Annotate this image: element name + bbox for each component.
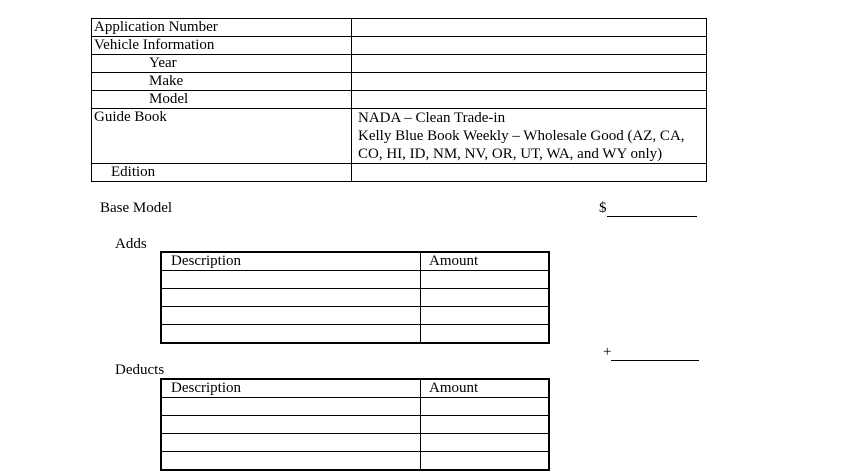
adds-label: Adds [115, 236, 147, 252]
make-label: Make [92, 73, 352, 91]
deducts-description-cell[interactable] [161, 434, 421, 452]
adds-description-header: Description [161, 252, 421, 271]
year-label: Year [92, 55, 352, 73]
deducts-header-row [161, 379, 549, 398]
make-field[interactable] [352, 73, 707, 91]
adds-amount-cell[interactable] [421, 289, 550, 307]
adds-amount-cell[interactable] [421, 271, 550, 289]
model-label: Model [92, 91, 352, 109]
deducts-description-header: Description [161, 379, 421, 398]
deducts-description-cell[interactable] [161, 416, 421, 434]
deducts-table [160, 378, 550, 471]
deducts-amount-cell[interactable] [421, 416, 550, 434]
adds-table [160, 251, 550, 344]
deducts-amount-cell[interactable] [421, 434, 550, 452]
application-number-field[interactable] [352, 19, 707, 37]
table-row [161, 452, 549, 471]
adds-amount-cell[interactable] [421, 307, 550, 325]
adds-amount-header: Amount [421, 252, 550, 271]
guide-book-label: Guide Book [92, 109, 352, 164]
deducts-amount-cell[interactable] [421, 398, 550, 416]
base-model-label: Base Model [100, 200, 173, 216]
dollar-sign: $ [599, 200, 607, 216]
adds-description-cell[interactable] [161, 271, 421, 289]
deducts-amount-cell[interactable] [421, 452, 550, 471]
deducts-description-cell[interactable] [161, 398, 421, 416]
table-row [161, 434, 549, 452]
vehicle-info-table [91, 18, 707, 182]
vehicle-information-label: Vehicle Information [92, 37, 352, 55]
adds-amount-cell[interactable] [421, 325, 550, 344]
table-row [161, 271, 549, 289]
base-model-amount-line[interactable] [607, 202, 697, 217]
application-number-label: Application Number [92, 19, 352, 37]
deducts-label: Deducts [115, 362, 165, 378]
base-model-amount [599, 200, 697, 217]
vehicle-information-field[interactable] [352, 37, 707, 55]
table-row [161, 325, 549, 344]
deducts-amount-header: Amount [421, 379, 550, 398]
adds-description-cell[interactable] [161, 325, 421, 344]
edition-field[interactable] [352, 164, 707, 182]
adds-total-line[interactable] [611, 346, 699, 361]
guide-book-options-text: NADA – Clean Trade-in Kelly Blue Book Weekly – Wholesale Good (AZ, CA, CO, HI, ID, NM, NV, OR, UT, WA, and WY only) [358, 110, 685, 162]
table-row [161, 307, 549, 325]
deducts-description-cell[interactable] [161, 452, 421, 471]
adds-total [603, 344, 699, 361]
model-field[interactable] [352, 91, 707, 109]
plus-sign: + [603, 344, 612, 360]
year-field[interactable] [352, 55, 707, 73]
adds-description-cell[interactable] [161, 289, 421, 307]
adds-description-cell[interactable] [161, 307, 421, 325]
table-row [161, 416, 549, 434]
table-row [161, 289, 549, 307]
edition-label: Edition [92, 164, 352, 182]
table-row [161, 398, 549, 416]
adds-header-row [161, 252, 549, 271]
guide-book-options [352, 109, 707, 164]
